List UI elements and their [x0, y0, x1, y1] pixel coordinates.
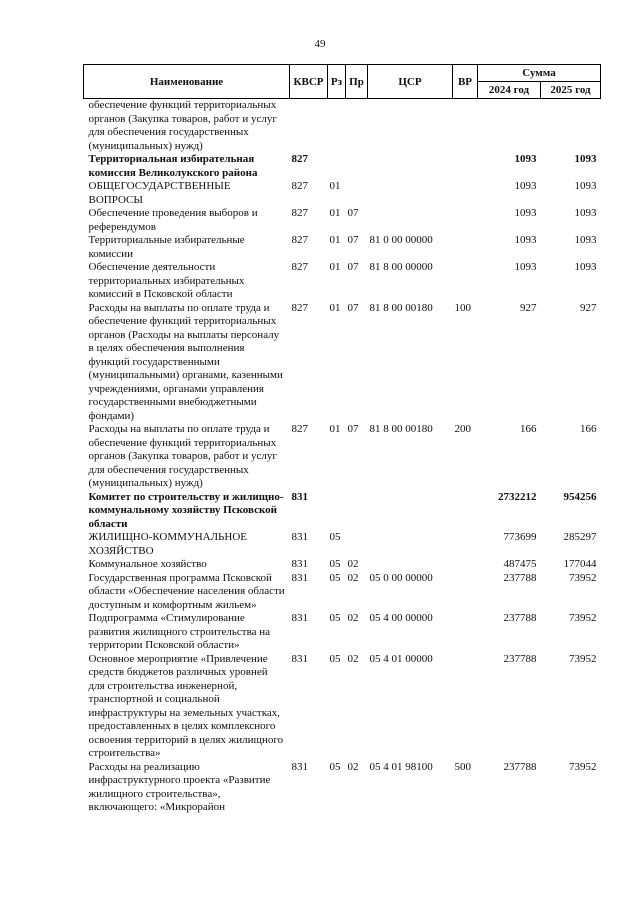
row-kvsr [290, 99, 328, 154]
row-vr [453, 653, 478, 761]
row-rz: 01 [329, 423, 341, 435]
row-vr [453, 180, 478, 207]
row-sum-2025 [541, 99, 601, 154]
row-sum-2024: 166 [520, 423, 537, 435]
row-rz: 05 [329, 652, 341, 665]
row-sum-2025: 1093 [574, 153, 597, 165]
table-row [84, 423, 601, 491]
row-kvsr: 831 [291, 760, 308, 773]
row-vr [453, 531, 478, 558]
row-csr: 05 4 01 00000 [369, 652, 433, 665]
row-sum-2024 [478, 99, 541, 154]
row-rz: 01 [329, 207, 341, 219]
table-row [84, 572, 601, 613]
row-sum-2025: 73952 [569, 652, 597, 665]
row-kvsr: 831 [291, 652, 308, 665]
row-pr: 07 [347, 301, 359, 314]
row-name: Обеспечение деятельности территориальных избирательных комиссий в Псковской области [88, 261, 245, 300]
table-row [84, 207, 601, 234]
row-rz: 05 [329, 571, 341, 584]
row-pr: 07 [347, 261, 359, 273]
row-csr [368, 491, 453, 532]
row-csr [368, 207, 453, 234]
row-csr: 81 8 00 00000 [369, 261, 433, 273]
row-sum-2024: 773699 [503, 531, 537, 543]
row-pr [346, 99, 368, 154]
header-rz: Рз [328, 65, 346, 99]
table-row [84, 531, 601, 558]
row-rz: 05 [329, 612, 341, 624]
header-name: Наименование [84, 65, 290, 99]
row-sum-2024: 927 [520, 301, 537, 314]
table-row [84, 653, 601, 761]
row-kvsr: 827 [291, 207, 308, 219]
row-vr [453, 612, 478, 653]
row-sum-2024: 1093 [514, 261, 537, 273]
header-2025: 2025 год [541, 82, 601, 99]
row-name: Территориальные избирательные комиссии [88, 234, 245, 260]
row-rz: 01 [329, 234, 341, 246]
row-name: Основное мероприятие «Привлечение средств бюджетов различных уровней для строительства инженерной, транспортной и социальной инфраструктуры на земельных участках, предоставленных в целях комплексного освоения территорий в целях жилищного строительства» [88, 652, 284, 759]
row-name: обеспечение функций территориальных органов (Закупка товаров, работ и услуг для обеспечения государственных (муниципальных) нужд) [88, 99, 277, 152]
row-pr: 02 [347, 652, 359, 665]
row-pr [346, 153, 368, 180]
row-pr [346, 531, 368, 558]
row-name: Государственная программа Псковской области «Обеспечение населения области доступным и комфортным жильем» [88, 571, 285, 611]
row-rz [328, 153, 346, 180]
row-name: Расходы на выплаты по оплате труда и обеспечение функций территориальных органов (Закупка товаров, работ и услуг для обеспечения государственных (муниципальных) нужд) [88, 423, 277, 489]
row-sum-2025: 73952 [569, 760, 597, 773]
row-kvsr: 831 [291, 531, 308, 543]
table-row [84, 302, 601, 424]
row-sum-2025: 954256 [563, 490, 597, 503]
table-row [84, 612, 601, 653]
row-sum-2025: 73952 [569, 612, 597, 624]
row-pr: 07 [347, 234, 359, 246]
budget-table [83, 64, 601, 815]
row-rz: 01 [329, 180, 341, 192]
row-csr: 81 8 00 00180 [369, 423, 433, 435]
row-name: ОБЩЕГОСУДАРСТВЕННЫЕ ВОПРОСЫ [88, 180, 231, 206]
row-sum-2025: 177044 [563, 558, 597, 570]
row-kvsr: 827 [291, 261, 308, 273]
row-vr: 500 [454, 760, 471, 773]
row-sum-2024: 237788 [503, 612, 537, 624]
row-kvsr: 827 [291, 153, 308, 165]
row-name: Коммунальное хозяйство [88, 558, 207, 570]
row-sum-2024: 237788 [503, 760, 537, 773]
row-pr: 07 [347, 423, 359, 435]
row-sum-2025: 1093 [574, 234, 597, 246]
row-rz: 05 [329, 531, 341, 543]
header-vr: ВР [453, 65, 478, 99]
header-pr: Пр [346, 65, 368, 99]
row-sum-2024: 237788 [503, 652, 537, 665]
row-sum-2024: 1093 [514, 180, 537, 192]
table-row [84, 234, 601, 261]
table-row [84, 558, 601, 572]
row-vr [453, 153, 478, 180]
row-rz [328, 491, 346, 532]
row-csr: 81 8 00 00180 [369, 301, 433, 314]
row-name: Подпрограмма «Стимулирование развития жилищного строительства на территории Псковской области» [88, 612, 271, 651]
row-sum-2025: 285297 [563, 531, 597, 543]
row-sum-2024: 1093 [514, 153, 537, 165]
row-sum-2025: 166 [580, 423, 597, 435]
table-row [84, 153, 601, 180]
row-vr [453, 207, 478, 234]
row-sum-2024: 1093 [514, 207, 537, 219]
row-vr [453, 261, 478, 302]
row-pr: 02 [347, 558, 359, 570]
page-number: 49 [314, 38, 326, 50]
row-sum-2024: 2732212 [498, 490, 537, 503]
row-pr: 02 [347, 760, 359, 773]
row-sum-2024: 1093 [514, 234, 537, 246]
row-csr: 05 0 00 00000 [369, 571, 433, 584]
row-sum-2025: 73952 [569, 571, 597, 584]
row-name: Комитет по строительству и жилищно-коммунальному хозяйству Псковской области [88, 490, 284, 530]
row-vr: 200 [454, 423, 471, 435]
row-csr [368, 180, 453, 207]
row-csr [368, 153, 453, 180]
row-sum-2024: 237788 [503, 571, 537, 584]
row-pr [346, 180, 368, 207]
row-vr [453, 558, 478, 572]
row-pr [346, 491, 368, 532]
row-pr: 07 [347, 207, 359, 219]
row-vr [453, 572, 478, 613]
row-csr: 05 4 00 00000 [369, 612, 433, 624]
row-rz [328, 99, 346, 154]
row-kvsr: 827 [291, 180, 308, 192]
row-kvsr: 831 [291, 571, 308, 584]
row-kvsr: 831 [291, 490, 308, 503]
row-name: Обеспечение проведения выборов и референдумов [88, 207, 258, 233]
table-row [84, 99, 601, 154]
row-kvsr: 827 [291, 234, 308, 246]
table-header [84, 65, 601, 99]
row-sum-2024: 487475 [503, 558, 537, 570]
row-sum-2025: 927 [580, 301, 597, 314]
row-name: Расходы на реализацию инфраструктурного проекта «Развитие жилищного строительства», включающего: «Микрорайон [88, 760, 271, 813]
row-vr [453, 99, 478, 154]
table-row [84, 761, 601, 815]
row-kvsr: 827 [291, 423, 308, 435]
row-name: Расходы на выплаты по оплате труда и обеспечение функций территориальных органов (Расходы на выплаты персоналу в целях обеспечения выполнения функций государственными (муниципальными) органами, казенными учреждениями, органами управления государственными внебюджетными фондами) [88, 301, 283, 422]
header-kvsr: КВСР [290, 65, 328, 99]
row-kvsr: 831 [291, 558, 308, 570]
row-csr: 81 0 00 00000 [369, 234, 433, 246]
header-sum: Сумма [478, 65, 601, 82]
row-vr: 100 [454, 301, 471, 314]
table-body [84, 99, 601, 815]
row-name: ЖИЛИЩНО-КОММУНАЛЬНОЕ ХОЗЯЙСТВО [88, 531, 247, 557]
row-csr [368, 558, 453, 572]
row-sum-2025: 1093 [574, 261, 597, 273]
row-pr: 02 [347, 571, 359, 584]
header-csr: ЦСР [368, 65, 453, 99]
header-2024: 2024 год [478, 82, 541, 99]
row-sum-2025: 1093 [574, 207, 597, 219]
row-csr: 05 4 01 98100 [369, 760, 433, 773]
table-row [84, 180, 601, 207]
row-kvsr: 827 [291, 301, 308, 314]
row-vr [453, 234, 478, 261]
row-csr [368, 531, 453, 558]
row-kvsr: 831 [291, 612, 308, 624]
table-row [84, 261, 601, 302]
row-vr [453, 491, 478, 532]
table-row [84, 491, 601, 532]
row-name: Территориальная избирательная комиссия Великолукского района [88, 153, 258, 179]
row-rz: 01 [329, 301, 341, 314]
row-rz: 05 [329, 558, 341, 570]
row-pr: 02 [347, 612, 359, 624]
row-sum-2025: 1093 [574, 180, 597, 192]
row-rz: 01 [329, 261, 341, 273]
row-csr [368, 99, 453, 154]
row-rz: 05 [329, 760, 341, 773]
